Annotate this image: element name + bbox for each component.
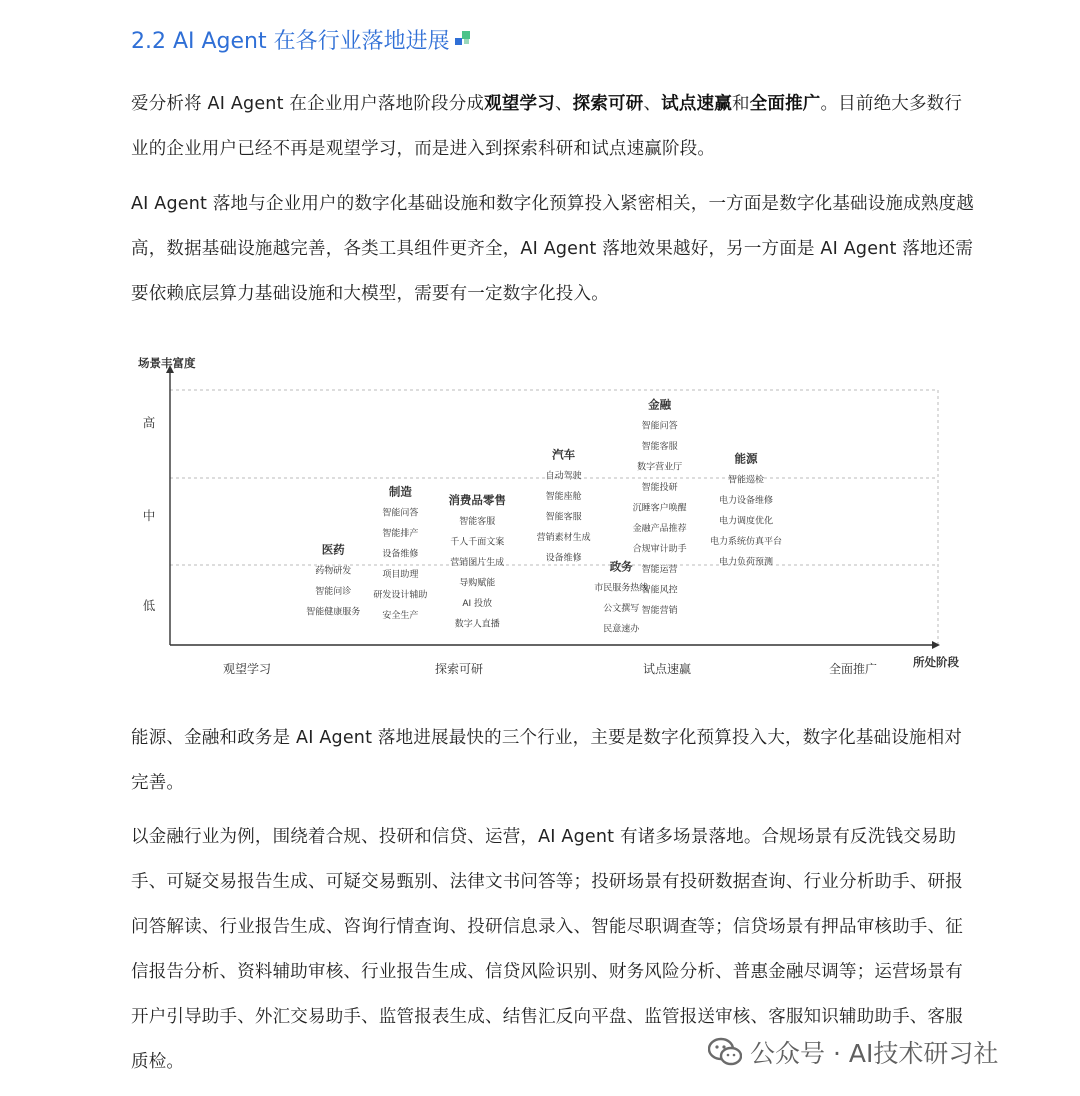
watermark-text: 公众号 · AI技术研习社	[750, 1039, 999, 1068]
scenario-label: 智能客服	[459, 516, 496, 527]
stage-pilot: 试点速赢	[661, 94, 732, 114]
paragraph-stages	[131, 82, 976, 172]
p1-text-c: 。目前绝大多数行业的企业用户已经不再是观望学习，而是进入到探索科研和试点速赢阶段。	[131, 94, 963, 159]
industry-name: 政务	[609, 559, 633, 574]
scenario-label: 智能问答	[382, 508, 419, 519]
scenario-label: 营销素材生成	[536, 532, 591, 543]
scenario-label: 智能健康服务	[306, 607, 361, 618]
scenario-label: 电力系统仿真平台	[709, 536, 783, 547]
scenario-label: 合规审计助手	[632, 544, 687, 555]
p1-sep: 、	[643, 94, 662, 114]
scenario-label: 智能风控	[641, 585, 678, 596]
scenario-label: 设备维修	[382, 549, 419, 560]
scenario-label: 智能问答	[641, 421, 678, 432]
scenario-label: 智能座舱	[545, 491, 582, 502]
scenario-label: 公文撰写	[603, 603, 640, 614]
scenario-label: 自动驾驶	[545, 471, 582, 482]
scenario-label: 营销图片生成	[450, 557, 505, 568]
industry-name: 金融	[648, 397, 672, 412]
scenario-label: 研发设计辅助	[373, 590, 428, 601]
scenario-label: AI 投放	[462, 598, 493, 609]
scenario-label: 智能投研	[641, 482, 678, 493]
y-tick-label: 低	[142, 598, 156, 613]
stage-rollout: 全面推广	[749, 94, 821, 114]
p1-text-a: 爱分析将 AI Agent 在企业用户落地阶段分成	[131, 94, 485, 114]
industry-progress-chart	[120, 345, 980, 690]
x-tick-label: 观望学习	[222, 662, 272, 676]
stage-explore: 探索可研	[572, 94, 644, 114]
scenario-label: 智能客服	[641, 441, 678, 452]
paragraph-infrastructure: AI Agent 落地与企业用户的数字化基础设施和数字化预算投入紧密相关，一方面是数字化基础设施成熟度越高，数据基础设施越完善，各类工具组件更齐全，AI Agent 落地效果越好，另一方面是 AI Agent 落地还需要依赖底层算力基础设施和大模型，需要有一定数字化投入。	[131, 194, 974, 304]
scenario-label: 智能巡检	[727, 475, 765, 486]
scenario-label: 智能客服	[545, 512, 582, 523]
p1-sep: 、	[554, 94, 573, 114]
y-tick-label: 高	[142, 415, 156, 430]
scenario-label: 电力负荷预测	[718, 557, 774, 568]
scenario-label: 智能排产	[382, 529, 419, 540]
y-tick-label: 中	[142, 508, 156, 523]
wechat-icon	[708, 1037, 742, 1067]
scenario-label: 沉睡客户唤醒	[632, 503, 687, 514]
scenario-label: 导购赋能	[459, 578, 496, 589]
p1-sep: 和	[731, 94, 750, 114]
scenario-label: 金融产品推荐	[632, 523, 687, 534]
x-axis-arrow	[932, 641, 940, 649]
scenario-label: 智能营销	[641, 605, 678, 616]
scenario-label: 数字营业厅	[637, 462, 683, 473]
scenario-label: 智能问诊	[315, 587, 352, 598]
scenario-label: 设备维修	[545, 553, 582, 564]
industry-name: 能源	[734, 451, 758, 466]
x-tick-label: 全面推广	[828, 662, 878, 676]
x-tick-label: 探索可研	[434, 662, 484, 676]
scenario-label: 安全生产	[382, 611, 419, 622]
x-axis-title: 所处阶段	[913, 655, 959, 669]
heading-decoration-icon	[455, 30, 475, 48]
industry-name: 医药	[321, 542, 345, 557]
watermark	[708, 1034, 998, 1070]
industry-name: 消费品零售	[448, 492, 506, 507]
scenario-label: 市民服务热线	[594, 583, 649, 594]
y-axis-title: 场景丰富度	[138, 356, 196, 370]
scenario-label: 民意速办	[603, 624, 640, 635]
industry-name: 汽车	[552, 447, 576, 462]
scenario-label: 药物研发	[315, 566, 352, 577]
industry-name: 制造	[388, 484, 412, 499]
section-heading: 2.2 AI Agent 在各行业落地进展	[131, 29, 450, 54]
paragraph-leading-industries: 能源、金融和政务是 AI Agent 落地进展最快的三个行业，主要是数字化预算投入大，数字化基础设施相对完善。	[131, 728, 963, 793]
scenario-label: 电力调度优化	[718, 516, 774, 527]
stage-observe: 观望学习	[484, 94, 555, 114]
paragraph-finance-example: 以金融行业为例，围绕着合规、投研和信贷、运营，AI Agent 有诸多场景落地。合规场景有反洗钱交易助手、可疑交易报告生成、可疑交易甄别、法律文书问答等；投研场景有投研数据查询、行业分析助手、研报问答解读、行业报告生成、咨询行情查询、投研信息录入、智能尽职调查等；信贷场景有押品审核助手、征信报告分析、资料辅助审核、行业报告生成、信贷风险识别、财务风险分析、普惠金融尽调等；运营场景有开户引导助手、外汇交易助手、监管报表生成、结售汇反向平盘、监管报送审核、客服知识辅助助手、客服质检。	[131, 827, 963, 1072]
x-tick-label: 试点速赢	[642, 662, 692, 676]
scenario-label: 项目助理	[382, 570, 419, 581]
scenario-label: 数字人直播	[454, 619, 500, 630]
scenario-label: 电力设备维修	[718, 495, 774, 506]
scenario-label: 千人千面文案	[450, 537, 505, 548]
scenario-label: 智能运营	[641, 564, 678, 575]
